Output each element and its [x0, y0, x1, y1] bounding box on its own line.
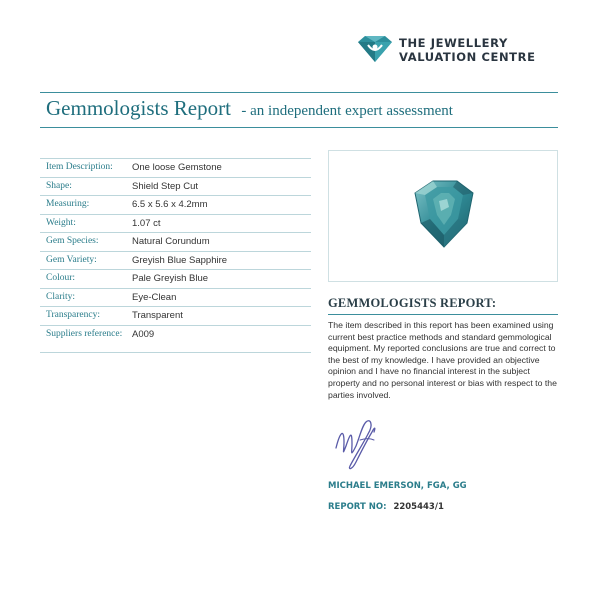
details-row-shape [40, 177, 311, 196]
details-row-item-description [40, 158, 311, 177]
details-label: Clarity: [46, 291, 76, 302]
signature-image [330, 412, 390, 472]
report-heading: GEMMOLOGISTS REPORT: [328, 296, 497, 310]
gem-photo [328, 150, 558, 282]
report-subtitle: - an independent expert assessment [241, 103, 453, 119]
brand-name-line1: THE JEWELLERY [399, 36, 508, 50]
details-value: Natural Corundum [132, 236, 210, 247]
details-value: A009 [132, 328, 155, 340]
report-number [328, 502, 444, 512]
details-row-gem-variety [40, 251, 311, 270]
brand-name-line2: VALUATION CENTRE [399, 50, 536, 64]
details-row-suppliers-reference [40, 325, 311, 353]
details-value: Transparent [132, 310, 183, 321]
sapphire-gem-image [411, 179, 477, 249]
report-number-label: REPORT NO: [328, 502, 387, 512]
details-value: One loose Gemstone [132, 162, 222, 173]
appraiser-name: MICHAEL EMERSON, FGA, GG [328, 481, 467, 491]
page-title [46, 96, 453, 121]
details-label: Item Description: [46, 162, 113, 172]
details-label: Transparency: [46, 310, 100, 320]
details-value: Shield Step Cut [132, 180, 199, 192]
details-label: Suppliers reference: [46, 328, 123, 339]
details-label: Colour: [46, 273, 76, 283]
details-value: 1.07 ct [132, 217, 161, 229]
details-value: Greyish Blue Sapphire [132, 254, 228, 266]
details-label: Shape: [46, 180, 72, 191]
details-row-colour [40, 269, 311, 288]
details-row-weight [40, 214, 311, 233]
details-row-gem-species [40, 232, 311, 251]
details-label: Measuring: [46, 199, 90, 209]
details-row-transparency [40, 306, 311, 325]
report-divider [328, 314, 558, 315]
details-label: Weight: [46, 217, 76, 228]
report-title: Gemmologists Report [46, 96, 231, 120]
details-row-clarity [40, 288, 311, 307]
title-bottom-divider [40, 127, 558, 128]
brand-logo [356, 33, 556, 65]
details-label: Gem Species: [46, 236, 99, 246]
details-value: Eye-Clean [132, 291, 177, 303]
details-row-measuring [40, 195, 311, 214]
title-top-divider [40, 92, 558, 93]
diamond-logo-icon [356, 35, 394, 63]
details-value: 6.5 x 5.6 x 4.2mm [132, 199, 208, 210]
report-number-value: 2205443/1 [393, 502, 444, 512]
report-statement: The item described in this report has been examined using current best practice methods and standard gemmological equipment. My reported conclusions are true and correct to the best of my knowledge. I have provided an objective opinion and I have no financial interest in the subject property and no personal interest or bias with respect to the parties involved. [328, 320, 557, 400]
details-value: Pale Greyish Blue [132, 273, 209, 284]
details-label: Gem Variety: [46, 254, 97, 265]
gem-details-table [40, 158, 311, 353]
